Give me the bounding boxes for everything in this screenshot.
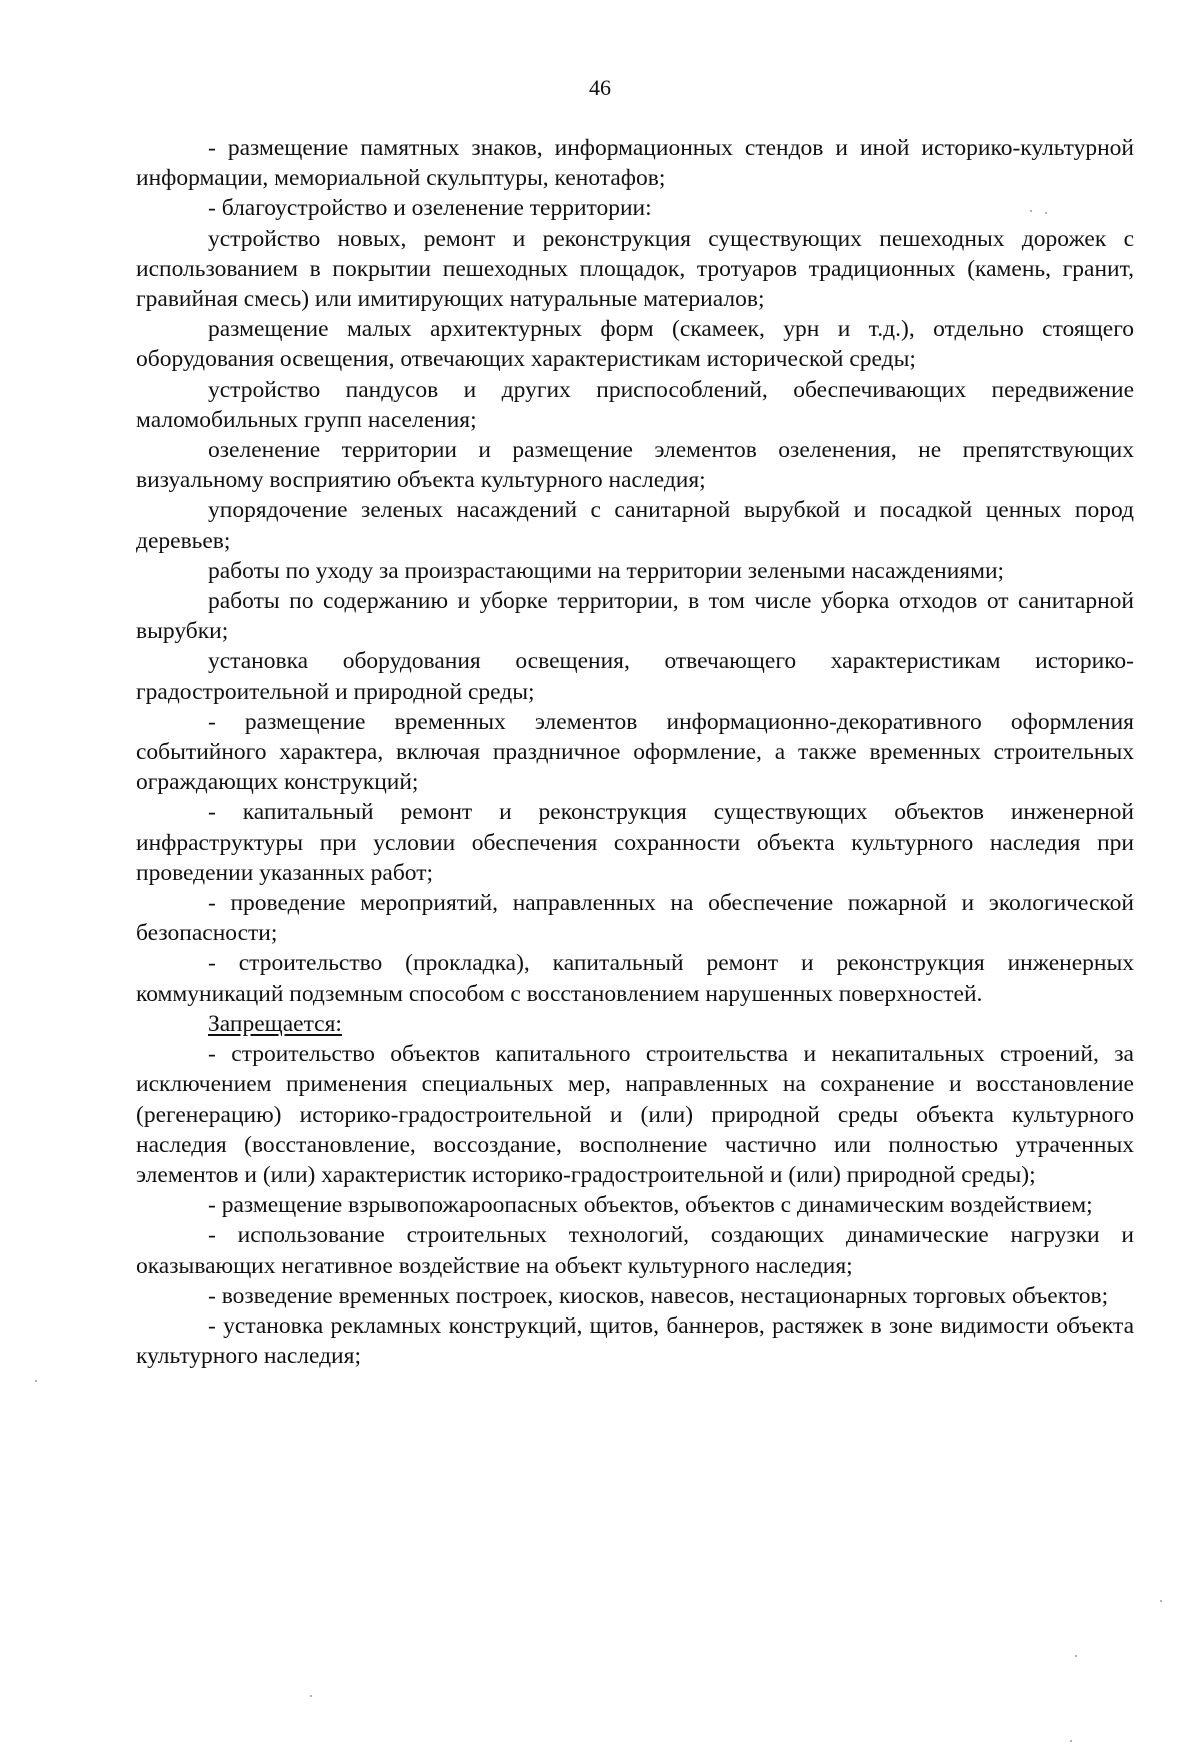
- prohibited-heading-text: Запрещается:: [208, 1010, 342, 1037]
- scan-speck: [310, 1695, 312, 1697]
- prohibited-item: - строительство объектов капитального строительства и некапитальных строений, за исключением применения специальных мер, направленных на сохранение и восстановление (регенерацию) историко-градостроительной и (или) природной среды объекта культурного наследия (восстановление, воссоздание, восполнение частично или полностью утраченных элементов и (или) характеристик историко-градостроительной и (или) природной среды);: [136, 1041, 1134, 1188]
- paragraph: устройство пандусов и других приспособлений, обеспечивающих передвижение маломобильных групп населения;: [136, 376, 1134, 433]
- page-number: 46: [589, 75, 611, 100]
- scan-speck: [1045, 212, 1047, 214]
- prohibited-item: - использование строительных технологий, создающих динамические нагрузки и оказывающих негативное воздействие на объект культурного наследия;: [136, 1222, 1134, 1279]
- document-body: [136, 133, 1134, 1371]
- paragraph: работы по уходу за произрастающими на территории зелеными насаждениями;: [208, 557, 1005, 584]
- paragraph: озеленение территории и размещение элементов озеленения, не препятствующих визуальному восприятию объекта культурного наследия;: [136, 437, 1134, 494]
- scan-speck: [35, 1380, 37, 1382]
- scan-speck: [1030, 210, 1032, 212]
- paragraph: - капитальный ремонт и реконструкция существующих объектов инженерной инфраструктуры при условии обеспечения сохранности объекта культурного наследия при проведении указанных работ;: [136, 799, 1134, 886]
- paragraph: - размещение временных элементов информационно-декоративного оформления событийного характера, включая праздничное оформление, а также временных строительных ограждающих конструкций;: [136, 708, 1134, 796]
- prohibited-heading: [136, 1009, 1134, 1039]
- paragraph: - размещение памятных знаков, информационных стендов и иной историко-культурной информации, мемориальной скульптуры, кенотафов;: [136, 135, 1134, 192]
- scan-speck: [1075, 1655, 1077, 1657]
- scan-speck: [1160, 1600, 1162, 1602]
- paragraph: установка оборудования освещения, отвечающего характеристикам историко-градостроительной и природной среды;: [136, 648, 1134, 705]
- paragraph: - благоустройство и озеленение территории:: [208, 195, 652, 222]
- paragraph: - проведение мероприятий, направленных на обеспечение пожарной и экологической безопасности;: [136, 890, 1134, 947]
- scan-speck: [1070, 1740, 1072, 1742]
- prohibited-item: - установка рекламных конструкций, щитов, баннеров, растяжек в зоне видимости объекта культурного наследия;: [136, 1312, 1134, 1370]
- paragraph: устройство новых, ремонт и реконструкция существующих пешеходных дорожек с использованием в покрытии пешеходных площадок, тротуаров традиционных (камень, гранит, гравийная смесь) или имитирующих натуральные материалов;: [136, 225, 1134, 313]
- prohibited-item: - размещение взрывопожароопасных объектов, объектов с динамическим воздействием;: [208, 1192, 1093, 1219]
- prohibited-item: - возведение временных построек, киосков, навесов, нестационарных торговых объектов;: [208, 1282, 1109, 1309]
- paragraph: работы по содержанию и уборке территории, в том числе уборка отходов от санитарной вырубки;: [136, 588, 1134, 645]
- paragraph: размещение малых архитектурных форм (скамеек, урн и т.д.), отдельно стоящего оборудования освещения, отвечающих характеристикам исторической среды;: [136, 316, 1134, 373]
- paragraph: - строительство (прокладка), капитальный ремонт и реконструкция инженерных коммуникаций подземным способом с восстановлением нарушенных поверхностей.: [136, 950, 1134, 1007]
- paragraph: упорядочение зеленых насаждений с санитарной вырубкой и посадкой ценных пород деревьев;: [136, 497, 1134, 554]
